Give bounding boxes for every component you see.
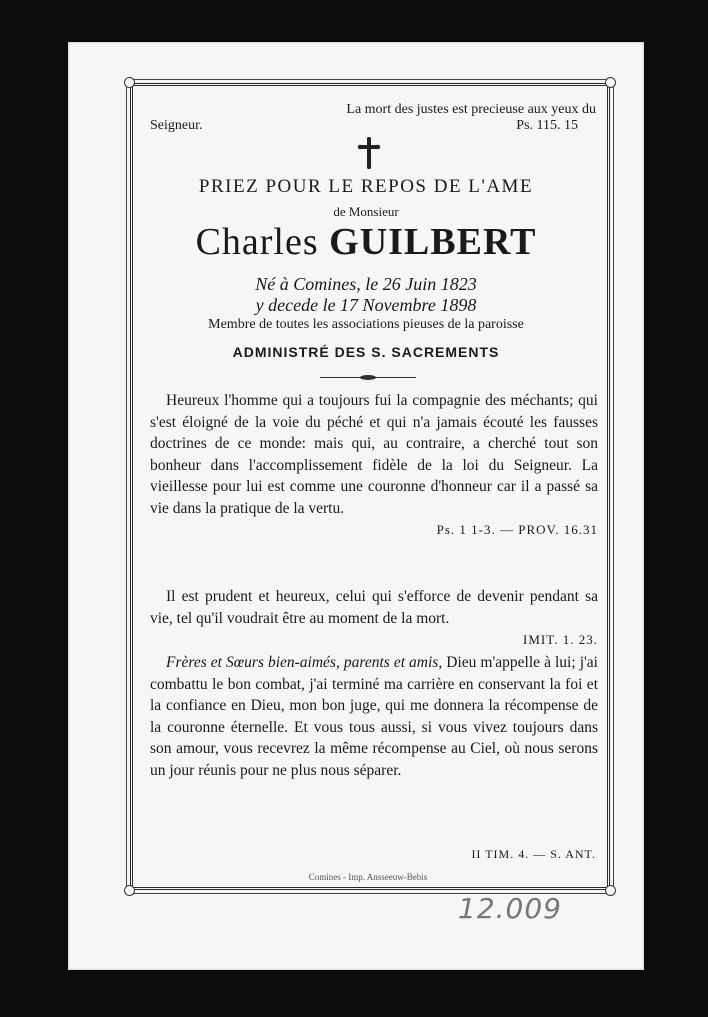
mortuary-card bbox=[68, 42, 644, 970]
printer-imprint: Comines - Imp. Ansseeuw-Bebis bbox=[308, 872, 428, 882]
paragraph-text: Dieu m'appelle à lui; j'ai combattu le bon combat, j'ai terminé ma carrière en conservant la foi et la confiance en Dieu, mon bon juge, qui me donnera la récompense de la couronne éternelle. Et vous tous aussi, si vous vivez toujours dans son amour, vous recevrez la même récompense au Ciel, où nous serons un jour réunis pour ne plus nous séparer. bbox=[150, 654, 598, 779]
paragraph-text: Il est prudent et heureux, celui qui s'efforce de devenir pendant sa vie, tel qu'il voudrait être au moment de la mort. bbox=[150, 588, 598, 627]
death-info: y decede le 17 Novembre 1898 bbox=[255, 295, 477, 315]
corner-ornament bbox=[605, 77, 616, 88]
epigraph bbox=[150, 102, 596, 134]
paragraph-text: Heureux l'homme qui a toujours fui la compagnie des méchants; qui s'est éloigné de la voie du péché et qui n'a jamais écouté les fausses doctrines de ce monde: mais qui, au contraire, a cherché tout son bonheur dans l'accomplissement fidèle de la loi du Seigneur. La vieillesse pour lui est comme une couronne d'honneur car il a passé sa vie dans la pratique de la vertu. bbox=[150, 392, 598, 517]
corner-ornament bbox=[124, 885, 135, 896]
paragraph bbox=[150, 586, 598, 651]
divider-ornament bbox=[320, 377, 416, 382]
last-name: GUILBERT bbox=[329, 221, 537, 263]
first-name: Charles bbox=[195, 221, 319, 263]
epigraph-line: Seigneur. bbox=[150, 118, 203, 133]
sacraments-line: ADMINISTRÉ DES S. SACREMENTS bbox=[232, 344, 500, 360]
birth-info: Né à Comines, le 26 Juin 1823 bbox=[255, 274, 477, 294]
epigraph-line: La mort des justes est precieuse aux yeux du bbox=[346, 102, 596, 117]
latin-cross-icon bbox=[357, 137, 381, 169]
salutation: Frères et Sœurs bien-aimés, parents et amis, bbox=[166, 654, 443, 671]
scripture-reference: IMIT. 1. 23. bbox=[523, 632, 598, 647]
archive-number: 12.009 bbox=[458, 892, 562, 925]
paragraph bbox=[150, 652, 598, 781]
prayer-heading: PRIEZ POUR LE REPOS DE L'AME bbox=[198, 176, 534, 197]
membership-line: Membre de toutes les associations pieuses de la paroisse bbox=[208, 317, 524, 332]
deceased-name bbox=[138, 220, 594, 264]
honorific: de Monsieur bbox=[333, 204, 399, 219]
scripture-reference: Ps. 1 1-3. — PROV. 16.31 bbox=[436, 522, 598, 537]
corner-ornament bbox=[605, 885, 616, 896]
corner-ornament bbox=[124, 77, 135, 88]
scripture-reference: II TIM. 4. — S. ANT. bbox=[471, 847, 596, 861]
epigraph-reference: Ps. 115. 15 bbox=[516, 118, 578, 133]
paragraph bbox=[150, 390, 598, 541]
